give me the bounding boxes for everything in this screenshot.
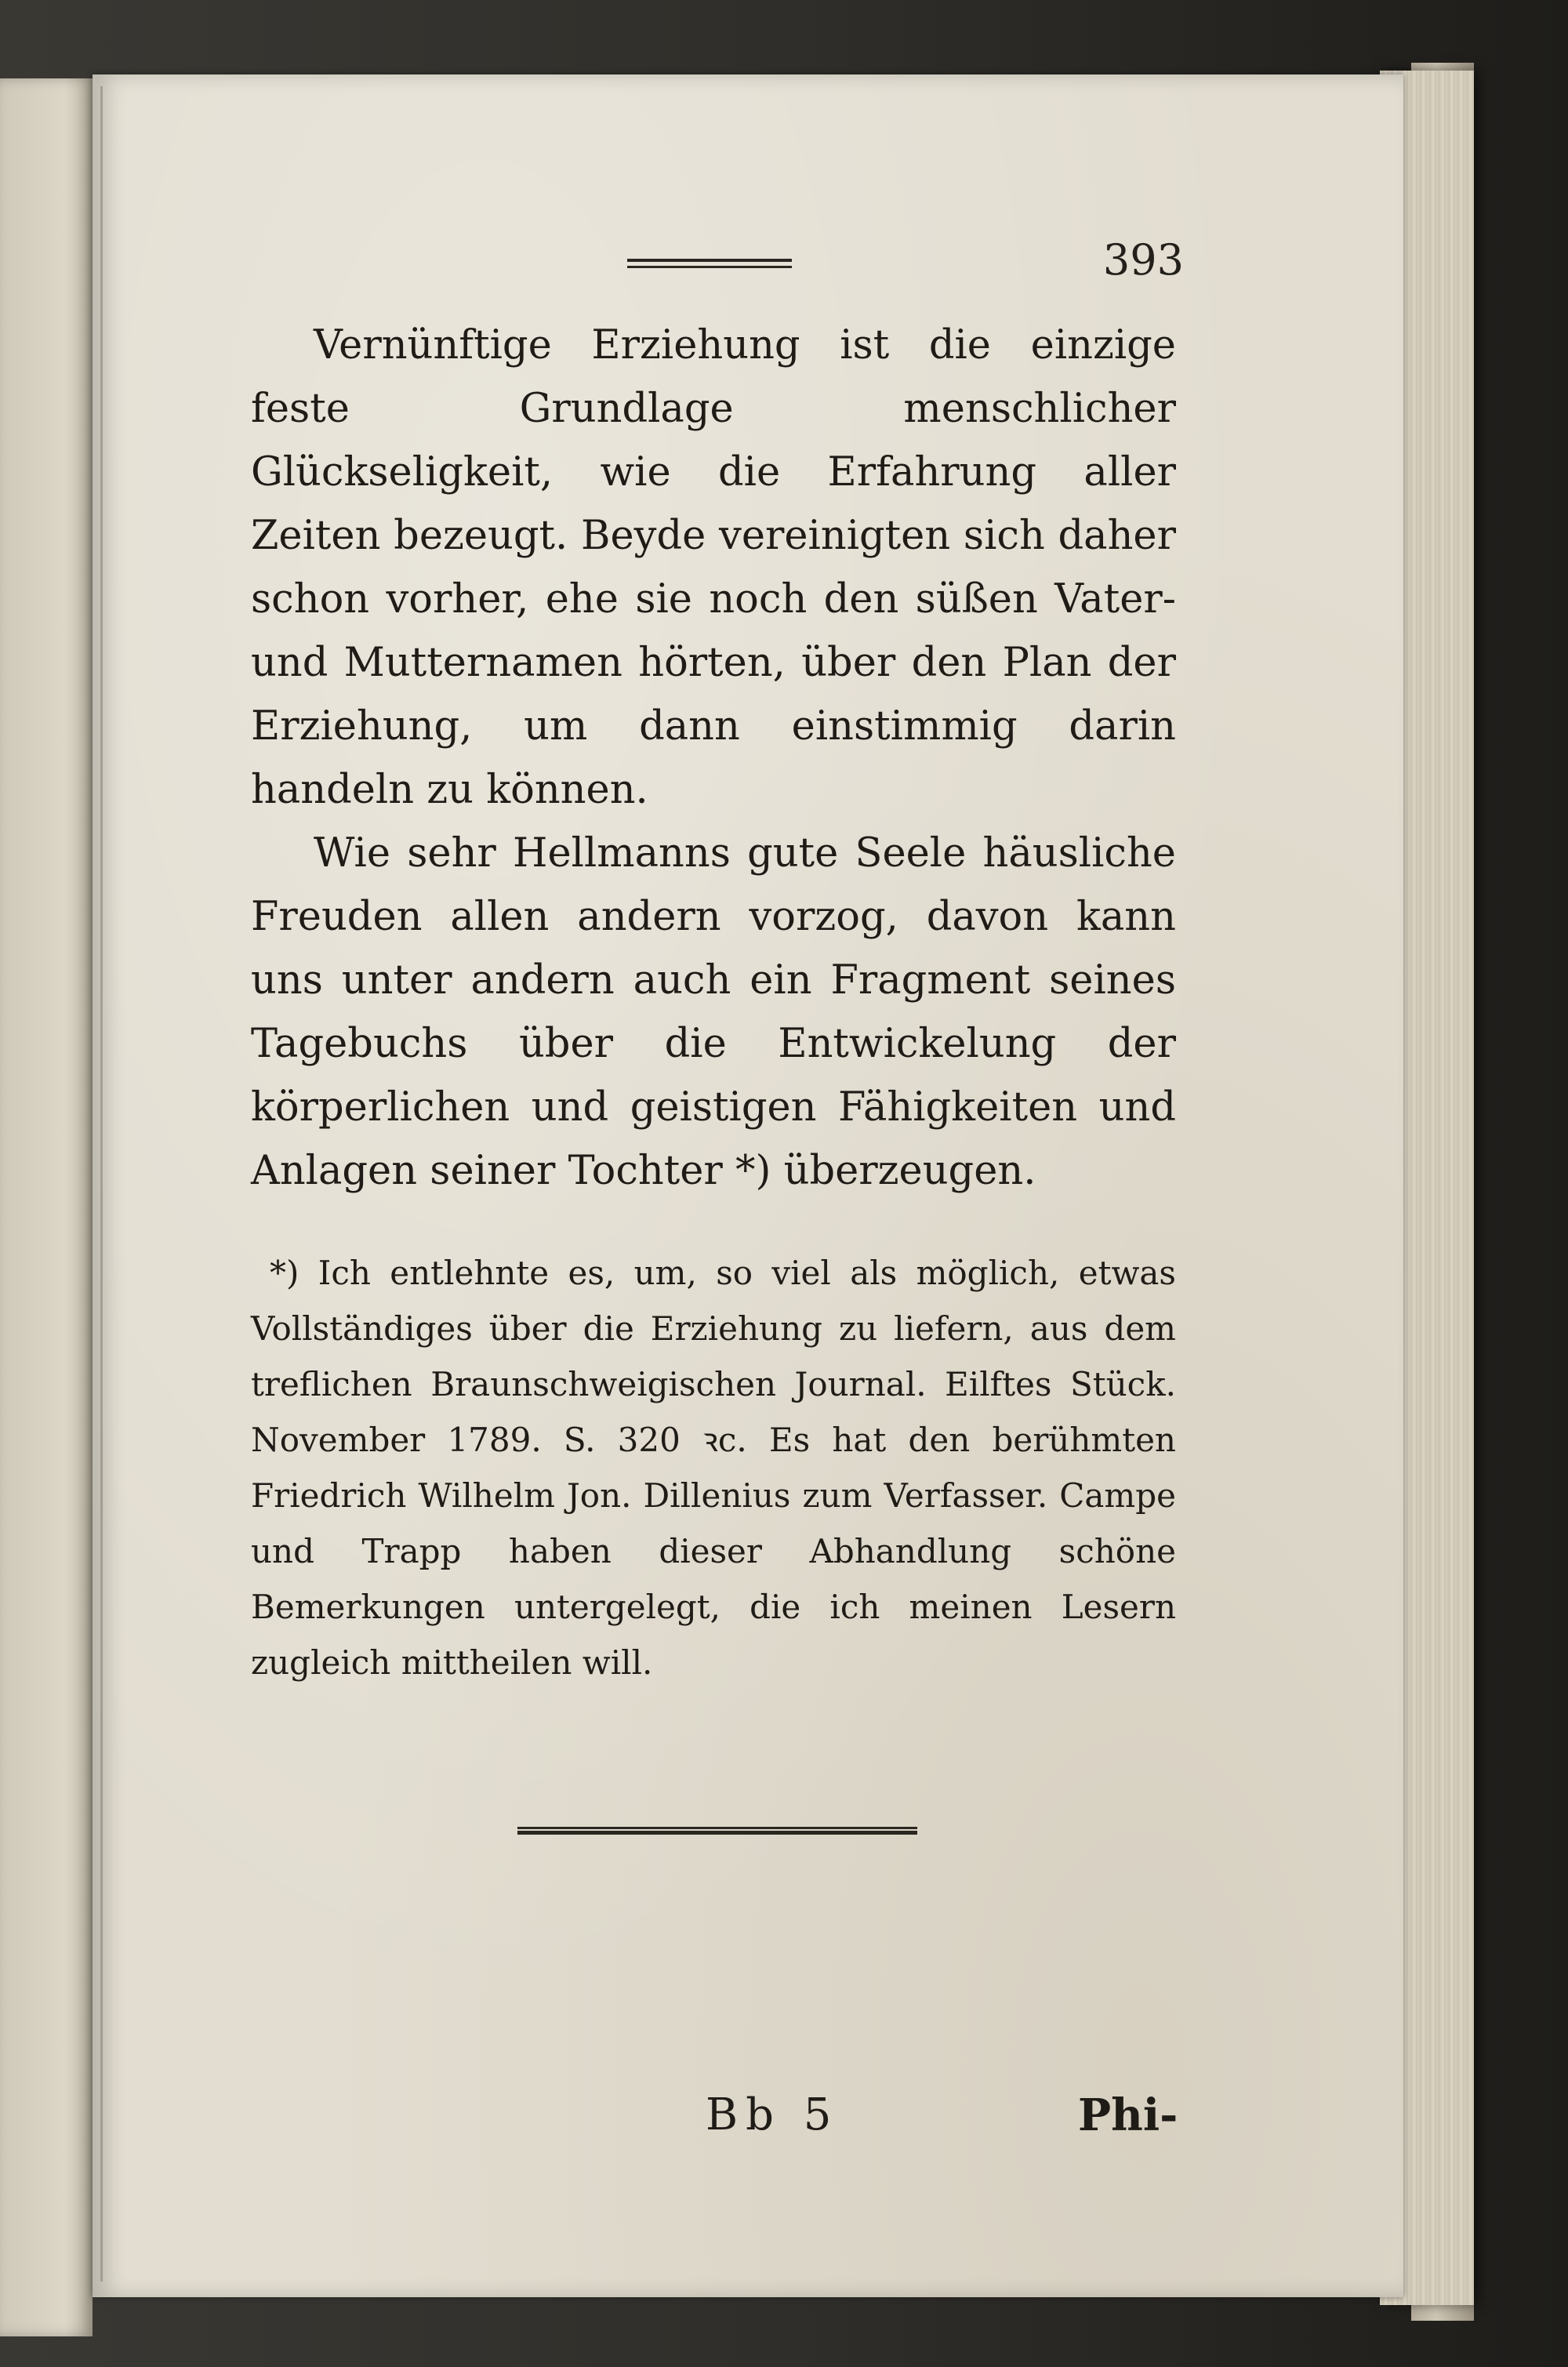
main-text: [251, 314, 1176, 1203]
header-rule: [627, 259, 792, 268]
paragraph-1: Vernünftige Erziehung ist die einzige feste Grundlage menschlicher Glückseligkeit, wie die Erfahrung aller Zeiten bezeugt. Beyde vereinigten sich daher schon vorher, ehe sie noch den süßen Vater- und Mutternamen hörten, über den Plan der Erziehung, um dann einstimmig darin handeln zu können.: [251, 322, 1176, 813]
gutter-shadow: [100, 86, 103, 2282]
paragraph-2: Wie sehr Hellmanns gute Seele häusliche Freuden allen andern vorzog, davon kann uns unter andern auch ein Fragment seines Tagebuchs über die Entwickelung der körperlichen und geistigen Fähigkeiten und Anlagen seiner Tochter *) überzeugen.: [251, 830, 1176, 1194]
page-number: 393: [1102, 235, 1184, 285]
footnote: *) Ich entlehnte es, um, so viel als möglich, etwas Vollständiges über die Erziehung zu liefern, aus dem treflichen Braunschweigischen Journal. Eilftes Stück. November 1789. S. 320 ꝛc. Es hat den berühmten Friedrich Wilhelm Jon. Dillenius zum Verfasser. Campe und Trapp haben dieser Abhandlung schöne Bemerkungen untergelegt, die ich meinen Lesern zugleich mittheilen will.: [251, 1254, 1176, 1682]
footer-rule: [517, 1827, 917, 1835]
catchword: Phi-: [1078, 2089, 1178, 2141]
facing-page-edge: [0, 78, 93, 2336]
signature-mark: Bb 5: [706, 2089, 840, 2140]
